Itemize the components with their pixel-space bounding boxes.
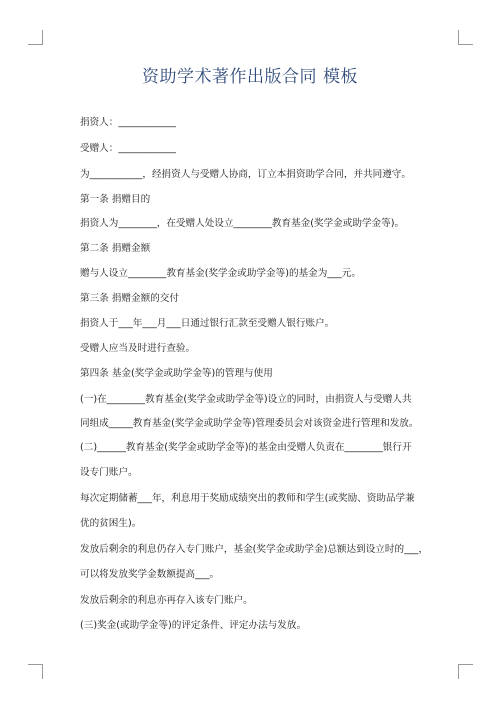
interest-remaining-line: 发放后剩余的利息亦再存入该专门账户。	[80, 595, 253, 606]
article-4-item-2-line-2: 设专门账户。	[80, 467, 138, 478]
preamble-line: 为___________，经捐资人与受赠人协商，订立本捐资助学合同，并共同遵守。	[80, 169, 411, 180]
article-4-item-3: (三)奖金(或助学金等)的评定条件、评定办法与发放。	[80, 620, 307, 631]
interest-line-1: 发放后剩余的利息仍存入专门账户，基金(奖学金或助学金)总额达到设立时的___，	[80, 544, 429, 555]
article-1-text: 捐资人为________，在受赠人处设立________教育基金(奖学金或助学金等)。	[80, 218, 405, 229]
savings-line-2: 优的贫困生)。	[80, 518, 142, 529]
interest-line-2: 可以将发放奖学金数额提高___。	[80, 569, 220, 580]
document-title: 资助学术著作出版合同 模板	[142, 67, 358, 87]
page-corner-mark-top-right	[458, 30, 473, 45]
donor-line: 捐资人：____________	[80, 117, 176, 128]
article-2-heading: 第二条 捐赠金额	[80, 243, 151, 254]
article-4-item-1-line-2: 同组成_____教育基金(奖学金或助学金等)管理委员会对该资金进行管理和发放。	[80, 418, 419, 429]
article-1-heading: 第一条 捐赠目的	[80, 194, 151, 205]
article-4-item-1-line-1: (一)在________教育基金(奖学金或助学金等)设立的同时，由捐资人与受赠人共	[80, 394, 412, 405]
article-2-text: 赠与人设立________教育基金(奖学金或助学金等)的基金为___元。	[80, 268, 361, 279]
article-4-item-2-line-1: (二)______教育基金(奖学金或助学金等)的基金由受赠人负责在________银行开	[80, 442, 412, 453]
article-4-heading: 第四条 基金(奖学金或助学金等)的管理与使用	[80, 368, 273, 379]
article-3-heading: 第三条 捐赠金额的交付	[80, 293, 179, 304]
recipient-line: 受赠人：____________	[80, 143, 176, 154]
article-3-note: 受赠人应当及时进行查验。	[80, 343, 196, 354]
page-corner-mark-top-left	[28, 30, 43, 45]
page-corner-mark-bottom-left	[28, 664, 43, 679]
article-3-text: 捐资人于___年___月___日通过银行汇款至受赠人银行账户。	[80, 318, 335, 329]
page-corner-mark-bottom-right	[458, 664, 473, 679]
savings-line-1: 每次定期储蓄___年，利息用于奖励成绩突出的教师和学生(或奖励、资助品学兼	[80, 493, 415, 504]
